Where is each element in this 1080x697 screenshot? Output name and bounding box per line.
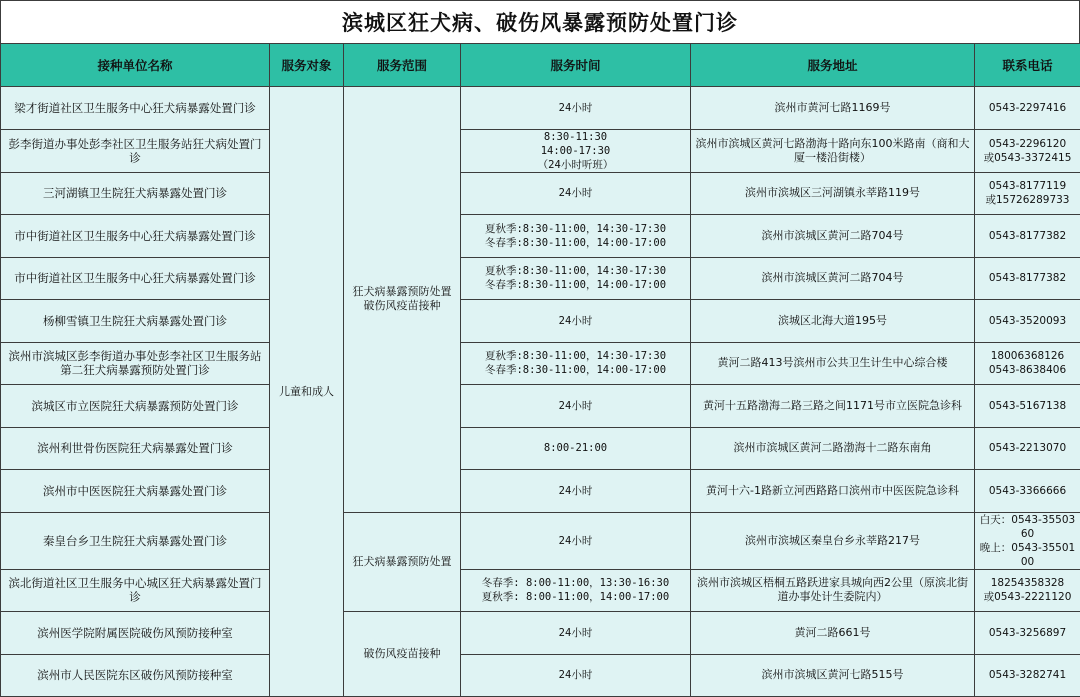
service-scope-cell: 狂犬病暴露预防处置 (344, 512, 461, 612)
phone-cell: 白天：0543-3550360 晚上：0543-3550100 (975, 512, 1080, 569)
table-row (1, 569, 1080, 612)
phone-cell: 0543-2297416 (975, 87, 1080, 130)
service-address-cell: 滨州市滨城区梧桐五路跃进家具城向西2公里（原滨北街道办事处计生委院内） (691, 569, 975, 612)
service-time-cell: 24小时 (461, 172, 691, 215)
service-time-cell: 8:30-11:30 14:00-17:30 （24小时听班） (461, 129, 691, 172)
service-address-cell: 滨州市滨城区黄河二路704号 (691, 257, 975, 300)
header-service-address: 服务地址 (691, 44, 975, 87)
page-title: 滨城区狂犬病、破伤风暴露预防处置门诊 (0, 0, 1080, 43)
table-row (1, 172, 1080, 215)
unit-name-cell: 市中街道社区卫生服务中心狂犬病暴露处置门诊 (1, 215, 270, 258)
header-phone: 联系电话 (975, 44, 1080, 87)
table-row (1, 612, 1080, 655)
unit-name-cell: 三河湖镇卫生院狂犬病暴露处置门诊 (1, 172, 270, 215)
table-row (1, 87, 1080, 130)
unit-name-cell: 滨州市人民医院东区破伤风预防接种室 (1, 654, 270, 697)
table-row (1, 385, 1080, 428)
table-row (1, 215, 1080, 258)
service-address-cell: 黄河二路413号滨州市公共卫生计生中心综合楼 (691, 342, 975, 385)
service-time-cell: 24小时 (461, 300, 691, 343)
unit-name-cell: 梁才街道社区卫生服务中心狂犬病暴露处置门诊 (1, 87, 270, 130)
phone-cell: 0543-3282741 (975, 654, 1080, 697)
service-scope-cell: 破伤风疫苗接种 (344, 612, 461, 697)
phone-cell: 0543-8177119 或15726289733 (975, 172, 1080, 215)
unit-name-cell: 滨州医学院附属医院破伤风预防接种室 (1, 612, 270, 655)
service-address-cell: 滨州市黄河七路1169号 (691, 87, 975, 130)
service-time-cell: 24小时 (461, 612, 691, 655)
table-row (1, 257, 1080, 300)
service-address-cell: 滨城区北海大道195号 (691, 300, 975, 343)
service-time-cell: 8:00-21:00 (461, 427, 691, 470)
service-address-cell: 黄河二路661号 (691, 612, 975, 655)
service-time-cell: 24小时 (461, 87, 691, 130)
service-address-cell: 滨州市滨城区黄河七路515号 (691, 654, 975, 697)
unit-name-cell: 滨州市中医医院狂犬病暴露处置门诊 (1, 470, 270, 513)
phone-cell: 0543-5167138 (975, 385, 1080, 428)
header-service-target: 服务对象 (270, 44, 344, 87)
service-scope-cell: 狂犬病暴露预防处置 破伤风疫苗接种 (344, 87, 461, 513)
service-time-cell: 24小时 (461, 654, 691, 697)
clinic-table (0, 43, 1080, 697)
phone-cell: 0543-2213070 (975, 427, 1080, 470)
service-time-cell: 24小时 (461, 512, 691, 569)
table-row (1, 300, 1080, 343)
service-address-cell: 滨州市滨城区三河湖镇永莘路119号 (691, 172, 975, 215)
unit-name-cell: 彭李街道办事处彭李社区卫生服务站狂犬病处置门诊 (1, 129, 270, 172)
unit-name-cell: 滨州利世骨伤医院狂犬病暴露处置门诊 (1, 427, 270, 470)
service-time-cell: 冬春季: 8:00-11:00，13:30-16:30 夏秋季: 8:00-11:00，14:00-17:00 (461, 569, 691, 612)
service-address-cell: 黄河十五路渤海二路三路之间1171号市立医院急诊科 (691, 385, 975, 428)
service-time-cell: 24小时 (461, 385, 691, 428)
phone-cell: 0543-3366666 (975, 470, 1080, 513)
service-address-cell: 滨州市滨城区黄河二路704号 (691, 215, 975, 258)
table-row (1, 427, 1080, 470)
unit-name-cell: 滨州市滨城区彭李街道办事处彭李社区卫生服务站第二狂犬病暴露预防处置门诊 (1, 342, 270, 385)
service-time-cell: 夏秋季:8:30-11:00，14:30-17:30 冬春季:8:30-11:00，14:00-17:00 (461, 342, 691, 385)
service-time-cell: 夏秋季:8:30-11:00，14:30-17:30 冬春季:8:30-11:00，14:00-17:00 (461, 215, 691, 258)
phone-cell: 0543-3520093 (975, 300, 1080, 343)
service-address-cell: 滨州市滨城区黄河七路渤海十路向东100米路南（商和大厦一楼沿街楼） (691, 129, 975, 172)
service-time-cell: 24小时 (461, 470, 691, 513)
phone-cell: 0543-8177382 (975, 257, 1080, 300)
unit-name-cell: 滨北街道社区卫生服务中心城区狂犬病暴露处置门诊 (1, 569, 270, 612)
phone-cell: 0543-3256897 (975, 612, 1080, 655)
phone-cell: 0543-8177382 (975, 215, 1080, 258)
unit-name-cell: 杨柳雪镇卫生院狂犬病暴露处置门诊 (1, 300, 270, 343)
service-address-cell: 黄河十六-1路新立河西路路口滨州市中医医院急诊科 (691, 470, 975, 513)
phone-cell: 18254358328 或0543-2221120 (975, 569, 1080, 612)
header-row (1, 44, 1080, 87)
unit-name-cell: 市中街道社区卫生服务中心狂犬病暴露处置门诊 (1, 257, 270, 300)
phone-cell: 0543-2296120 或0543-3372415 (975, 129, 1080, 172)
table-row (1, 470, 1080, 513)
service-time-cell: 夏秋季:8:30-11:00，14:30-17:30 冬春季:8:30-11:00，14:00-17:00 (461, 257, 691, 300)
header-unit-name: 接种单位名称 (1, 44, 270, 87)
unit-name-cell: 秦皇台乡卫生院狂犬病暴露处置门诊 (1, 512, 270, 569)
header-service-scope: 服务范围 (344, 44, 461, 87)
table-row (1, 654, 1080, 697)
unit-name-cell: 滨城区市立医院狂犬病暴露预防处置门诊 (1, 385, 270, 428)
service-address-cell: 滨州市滨城区黄河二路渤海十二路东南角 (691, 427, 975, 470)
table-row (1, 512, 1080, 569)
header-service-time: 服务时间 (461, 44, 691, 87)
service-target-cell: 儿童和成人 (270, 87, 344, 697)
phone-cell: 18006368126 0543-8638406 (975, 342, 1080, 385)
table-row (1, 342, 1080, 385)
service-address-cell: 滨州市滨城区秦皇台乡永莘路217号 (691, 512, 975, 569)
table-row (1, 129, 1080, 172)
